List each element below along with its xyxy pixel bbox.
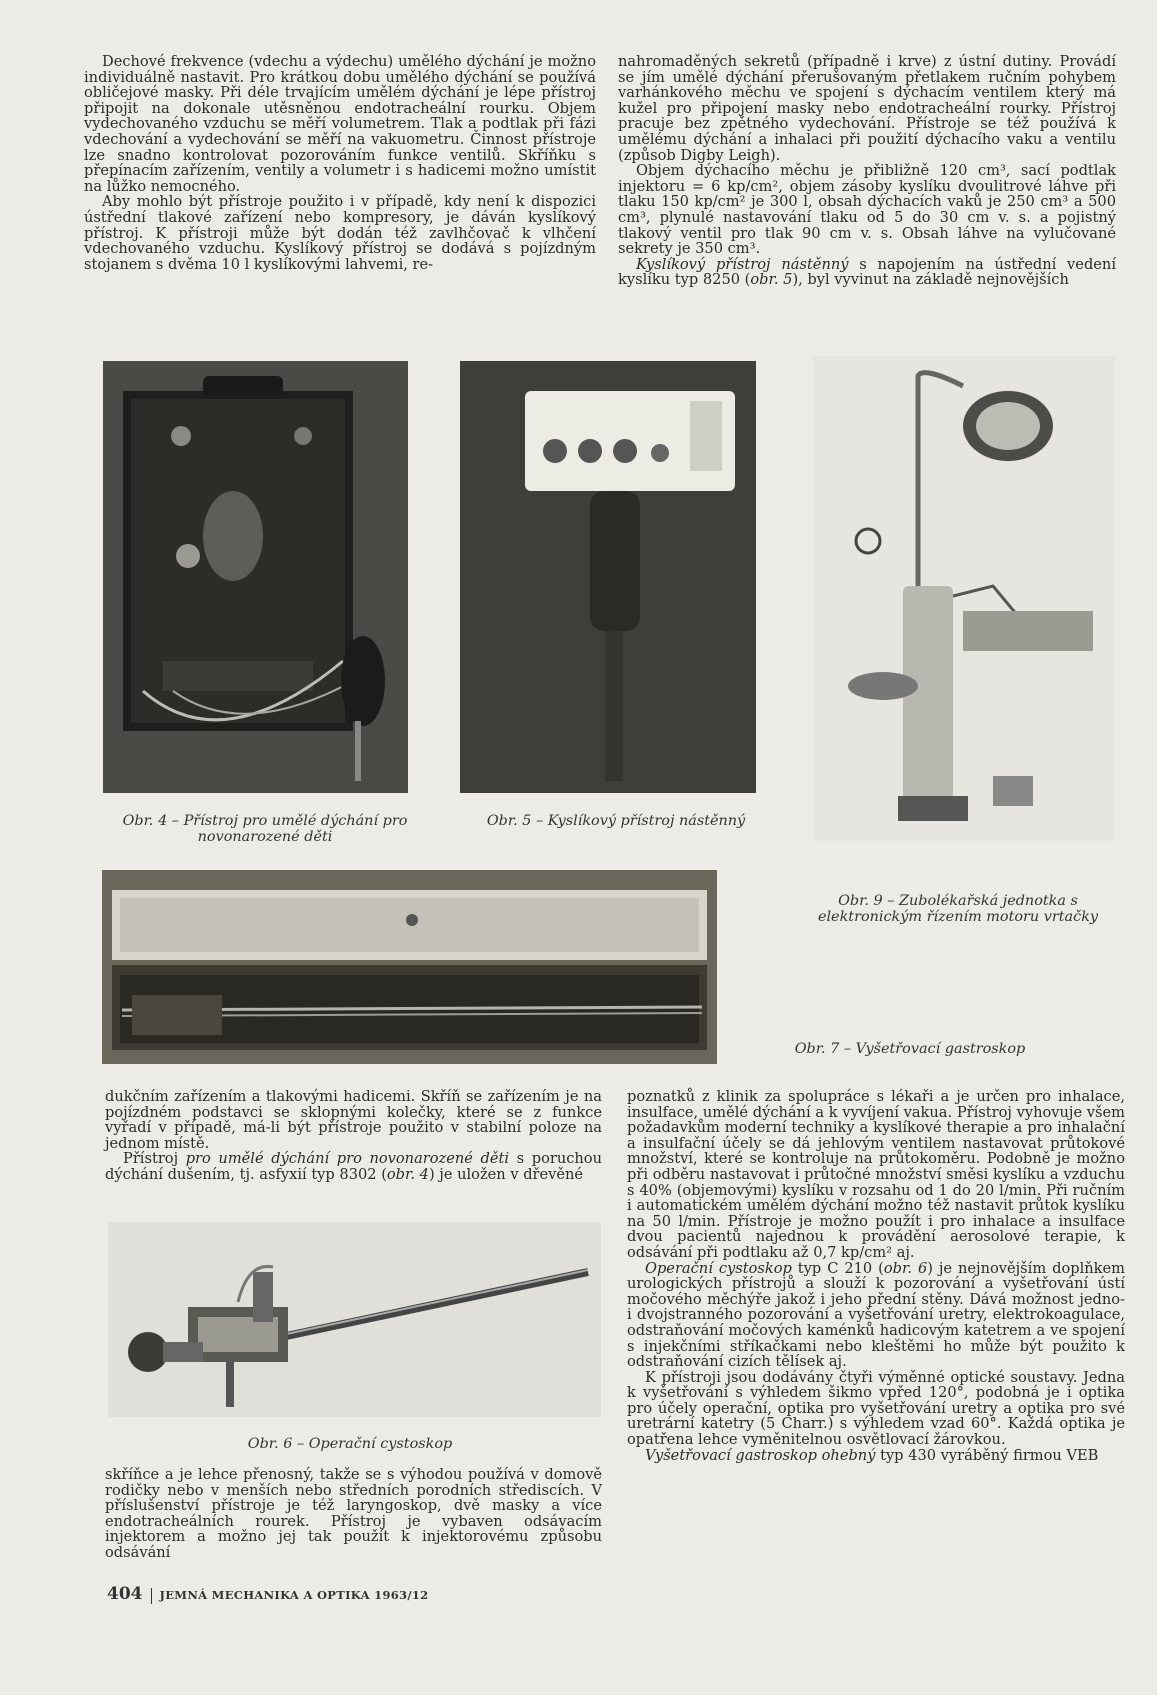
paragraph: K přístroji jsou dodávány čtyři výměnné optické soustavy. Jedna k vyšetřování s výhledem šikmo vpřed 120°, podobná je i optika pro účely operační, optika pro vyšetřování uretry a optika pro své uretrární katetry (5 Charr.) s výhledem vzad 60°. Každá optika je opatřena lehce vyměnitelnou osvětlovací žárovkou. xyxy=(627,1368,1125,1449)
figure-4-caption: Obr. 4 – Přístroj pro umělé dýchání pro novonarozené děti xyxy=(122,813,408,845)
text-column-bottom-left xyxy=(105,1089,602,1183)
product-name: Kyslíkový přístroj nástěnný xyxy=(636,255,849,273)
dental-unit-image xyxy=(813,356,1115,841)
footer-divider xyxy=(151,1588,152,1604)
paragraph: Objem dýchacího měchu je přibližně 120 cm³, sací podtlak injektoru = 6 kp/cm², objem zásoby kyslíku dvoulitrové láhve při tlaku 150 kp/cm² je 300 l, obsah dýchacích vaků je 250 cm³ a 500 cm³, plynulé nastavování tlaku od 5 do 30 cm v. s. a pojistný tlakový ventil pro tlak 90 cm v. s. Obsah láhve na vylučované sekrety je 350 cm³. xyxy=(618,162,1116,258)
figure-9-caption: Obr. 9 – Zubolékařská jednotka s elektronickým řízením motoru vrtačky xyxy=(817,893,1099,925)
text-column-top-left xyxy=(84,54,596,272)
figure-7-caption: Obr. 7 – Vyšetřovací gastroskop xyxy=(794,1041,1026,1057)
paragraph: Přístroj pro umělé dýchání pro novonarozené děti s poruchou dýchání dušením, tj. asfyxií typ 8302 (obr. 4) je uložen v dřevěné xyxy=(105,1150,602,1183)
text-column-top-right xyxy=(618,54,1116,288)
figure-6-caption: Obr. 6 – Operační cystoskop xyxy=(247,1436,453,1452)
figure-9-photo xyxy=(813,356,1115,841)
gastroscope-case-image xyxy=(102,870,717,1064)
text-column-bottom-left-continued xyxy=(105,1467,602,1561)
figure-6-photo xyxy=(108,1222,601,1417)
paragraph: nahromaděných sekretů (případně i krve) z ústní dutiny. Provádí se jím umělé dýchání přerušovaným přetlakem ručním pohybem varhánkového měchu ve spojení s dýchacím ventilem který má kužel pro připojení masky nebo endotracheální rourky. Přístroj pracuje bez zpětného vydechování. Přístroje se též používá k umělému dýchání a inhalaci při použití dýchacího vaku a ventilu (způsob Digby Leigh). xyxy=(618,53,1116,164)
paragraph: Aby mohlo být přístroje použito i v případě, kdy není k dispozici ústřední tlakové zařízení nebo kompresory, je dáván kyslíkový přístroj. K přístroji může být dodán též zavlhčovač k vlhčení vdechovaného vzduchu. Kyslíkový přístroj se dodává s pojízdným stojanem s dvěma 10 l kyslíkovými lahvemi, re- xyxy=(84,193,596,273)
breathing-apparatus-image xyxy=(103,361,408,793)
paragraph: skříňce a je lehce přenosný, takže se s výhodou používá v domově rodičky nebo v menších nebo středních porodních střediscích. V příslušenství přístroje je též laryngoskop, dvě masky a více endotracheálních rourek. Přístroj je vybaven odsávacím injektorem a možno jej tak použít k injektorovému způsobu odsávání xyxy=(105,1466,602,1561)
figure-5-caption: Obr. 5 – Kyslíkový přístroj nástěnný xyxy=(486,813,746,829)
paragraph: dukčním zařízením a tlakovými hadicemi. Skříň se zařízením je na pojízdném podstavci se sklopnými kolečky, které se z funkce vyřadí v případě, má-li být přístroje použito v stabilní poloze na jednom místě. xyxy=(105,1088,602,1152)
journal-name: JEMNÁ MECHANIKA A OPTIKA 1963/12 xyxy=(159,1588,429,1602)
paragraph: Kyslíkový přístroj nástěnný s napojením na ústřední vedení kyslíku typ 8250 (obr. 5), byl vyvinut na základě nejnovějších xyxy=(618,255,1116,289)
wall-oxygen-apparatus-image xyxy=(460,361,756,793)
paragraph: poznatků z klinik za spolupráce s lékaři a je určen pro inhalace, insulface, umělé dýchání a k vyvíjení vakua. Přístroj vyhovuje všem požadavkům moderní techniky a kyslíkové therapie a pro inhalační a insulfační účely se dá jehlovým ventilem nastavovat průtokové množství, které se kontroluje na průtokoměru. Podobně je možno při odběru nastavovat i průtočné množství směsi kyslíku a vzduchu s 40% (objemovými) kyslíku v rozsahu od 1 do 20 l/min. Při ručním i automatickém umělém dýchání možno též nastavit průtok kyslíku na 50 l/min. Přístroje je možno použít i pro inhalace a insulface dvou pacientů najednou k provádění aerosolové terapie, k odsávání při podtlaku až 0,7 kp/cm² aj. xyxy=(627,1088,1125,1261)
cystoscope-image xyxy=(108,1222,601,1417)
text-column-bottom-right xyxy=(627,1089,1125,1463)
figure-5-photo xyxy=(460,361,756,793)
paragraph: Vyšetřovací gastroskop ohebný typ 430 vyráběný firmou VEB xyxy=(645,1446,1099,1464)
page-number: 404 xyxy=(107,1584,143,1604)
figure-7-photo xyxy=(102,870,717,1064)
paragraph: Operační cystoskop typ C 210 (obr. 6) je nejnovějším doplňkem urologických přístrojů a slouží k pozorování a vyšetřování ústí močového měchýře jakož i jeho přední stěny. Dává možnost jedno- i dvojstranného pozorování a vyšetřování uretry, elektrokoagulace, odstraňování močových kaménků hadicovým katetrem a ve spojení s injekčními stříkačkami nebo kleštěmi ho může být použito k odstraňování cizích tělísek aj. xyxy=(627,1259,1125,1371)
page-footer xyxy=(107,1584,428,1604)
figure-4-photo xyxy=(103,361,408,793)
paragraph: Dechové frekvence (vdechu a výdechu) umělého dýchání je možno individuálně nastavit. Pro krátkou dobu umělého dýchání se používá obličejové masky. Při déle trvajícím umělém dýchání je lépe přístroj připojit na dokonale utěsněnou endotracheální rourku. Objem vydechovaného vzduchu se měří volumetrem. Tlak a podtlak při fázi vdechování a vydechování se měří na vakuometru. Činnost přístroje lze snadno kontrolovat pozorováním funkce ventilů. Skříňku s přepínacím zařízením, ventily a volumetr i s hadicemi možno umístit na lůžko nemocného. xyxy=(84,53,596,195)
